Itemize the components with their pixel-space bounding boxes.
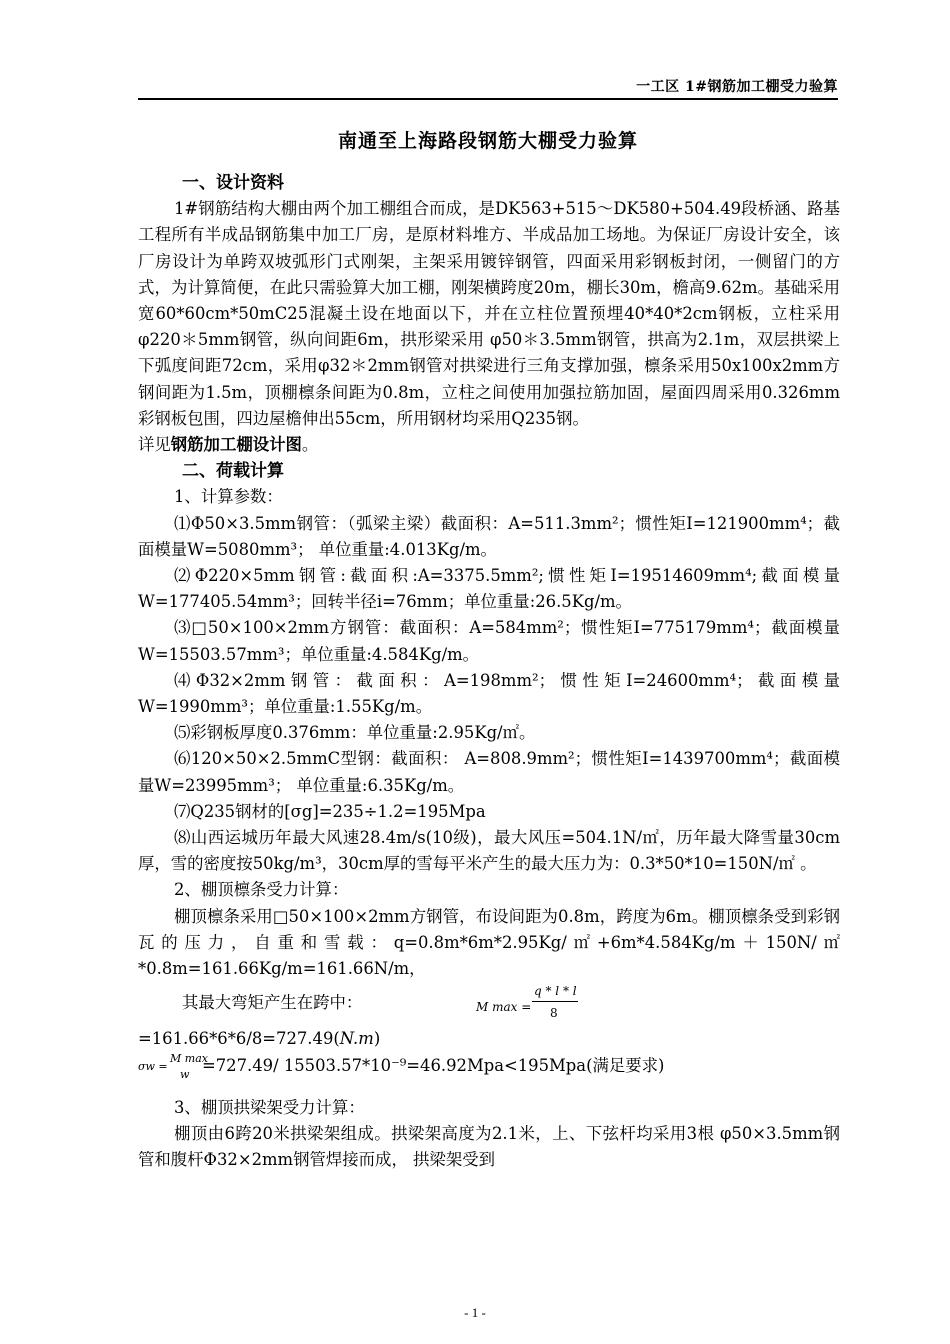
param-item-7: ⑺Q235钢材的[σg]=235÷1.2=195Mpa — [174, 801, 486, 821]
moment-result — [138, 1026, 840, 1052]
stress-result: =727.49/ 15503.57*10⁻⁹=46.92Mpa<195Mpa(满足要求) — [202, 1055, 665, 1075]
reference-prefix: 详见 — [138, 435, 171, 455]
param-item-6: ⑹120×50×2.5mmC型钢：截面积： A=808.9mm²；惯性矩I=1439700mm⁴；截面模量W=23995mm³； 单位重量:6.35Kg/m。 — [138, 749, 840, 795]
subsection2-heading: 2、棚顶檩条受力计算： — [174, 880, 349, 900]
subsection3-heading: 3、棚顶拱梁架受力计算： — [174, 1097, 365, 1117]
moment-formula-lhs: M max = — [476, 1000, 532, 1015]
moment-unit: N.m — [339, 1029, 374, 1049]
section1-paragraph: 1#钢筋结构大棚由两个加工棚组合而成，是DK563+515～DK580+504.49段桥涵、路基工程所有半成品钢筋集中加工厂房，是原材料堆方、半成品加工场地。为保证厂房设计安全，该厂房设计为单跨双坡弧形门式刚架，主架采用镀锌钢管，四面采用彩钢板封闭，一侧留门的方式，为计算简便，在此只需验算大加工棚，刚架横跨度20m，棚长30m，檐高9.62m。基础采用宽60*60cm*50mC25混凝土设在地面以下，并在立柱位置预埋40*40*2cm钢板，立柱采用 φ220＊5mm钢管，纵向间距6m，拱形梁采用 φ50＊3.5mm钢管，拱高为2.1m，双层拱梁上下弧度间距72cm，采用φ32＊2mm钢管对拱梁进行三角支撑加强，檩条采用50x100x2mm方钢间距为1.5m，顶棚檩条间距为0.8m，立柱之间使用加强拉筋加固，屋面四周采用0.326mm彩钢板包围，四边屋檐伸出55cm，所用钢材均采用Q235钢。 — [138, 199, 840, 428]
param-item-5: ⑸彩钢板厚度0.376mm：单位重量:2.95Kg/㎡。 — [174, 723, 536, 743]
moment-lead-text: 其最大弯矩产生在跨中： — [182, 993, 363, 1013]
page-number: - 1 - — [464, 1305, 486, 1320]
header-rule — [138, 98, 838, 100]
stress-formula-denominator: w — [180, 1067, 190, 1081]
stress-formula-lhs: σw = — [138, 1059, 168, 1073]
param-item-1: ⑴Φ50×3.5mm钢管：（弧梁主梁）截面积：A=511.3mm²；惯性矩I=121900mm⁴；截面模量W=5080mm³； 单位重量:4.013Kg/m。 — [138, 513, 840, 559]
moment-result-value: =161.66*6*6/8=727.49( — [138, 1029, 340, 1049]
running-header: 一工区 1#钢筋加工棚受力验算 — [636, 79, 838, 95]
param-item-4: ⑷Φ32×2mm钢管：截面积：A=198mm²；惯性矩I=24600mm⁴；截面模量W=1990mm³；单位重量:1.55Kg/m。 — [138, 670, 840, 717]
param-item-2: ⑵Φ220×5mm钢管:截面积:A=3375.5mm²;惯性矩I=19514609mm⁴;截面模量W=177405.54mm³；回转半径i=76mm；单位重量:26.5Kg/m。 — [138, 566, 840, 612]
moment-formula-line — [138, 982, 840, 1026]
document-title: 南通至上海路段钢筋大棚受力验算 — [337, 130, 638, 152]
section2-heading: 二、荷载计算 — [182, 461, 284, 482]
subsection1-heading: 1、计算参数： — [174, 487, 283, 507]
document-body — [138, 170, 840, 1173]
stress-formula-numerator: M max — [170, 1051, 208, 1065]
subsection2-paragraph: 棚顶檩条采用□50×100×2mm方钢管，布设间距为0.8m，跨度为6m。棚顶檩条受到彩钢瓦的压力，自重和雪载：q=0.8m*6m*2.95Kg/㎡+6m*4.584Kg/m＋150N/㎡*0.8m=161.66Kg/m=161.66N/m， — [138, 906, 840, 979]
stress-formula — [138, 1051, 208, 1083]
param-item-8: ⑻山西运城历年最大风速28.4m/s(10级)，最大风压=504.1N/㎡，历年最大降雪量30cm厚，雪的密度按50kg/m³，30cm厚的雪每平米产生的最大压力为：0.3*50*10=150N/㎡ 。 — [138, 828, 840, 874]
reference-suffix: 。 — [301, 435, 319, 455]
spacer — [138, 1083, 840, 1095]
moment-formula-numerator: q * l * l — [534, 984, 577, 999]
param-item-3: ⑶□50×100×2mm方钢管：截面积：A=584mm²；惯性矩I=775179mm⁴；截面模量W=15503.57mm³；单位重量:4.584Kg/m。 — [138, 618, 840, 664]
section1-heading: 一、设计资料 — [182, 173, 284, 193]
moment-formula-denominator: 8 — [550, 1006, 558, 1021]
moment-result-close: ) — [373, 1029, 381, 1049]
stress-formula-line — [138, 1053, 840, 1083]
fraction-bar — [532, 1001, 578, 1002]
section1-reference — [138, 432, 840, 458]
reference-drawing-title: 钢筋加工棚设计图 — [170, 435, 302, 455]
subsection3-paragraph: 棚顶由6跨20米拱梁架组成。拱梁架高度为2.1米，上、下弦杆均采用3根 φ50×3.5mm钢管和腹杆Φ32×2mm钢管焊接而成， 拱梁架受到 — [138, 1123, 840, 1169]
